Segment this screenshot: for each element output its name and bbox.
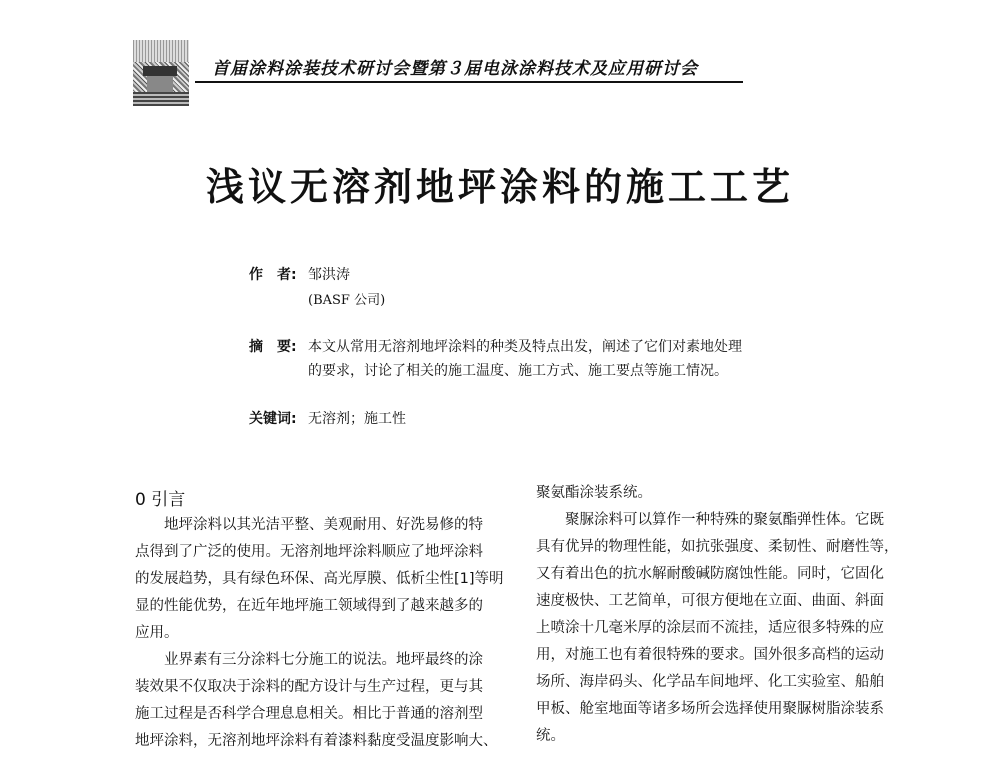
conference-title: 首届涂料涂装技术研讨会暨第３届电泳涂料技术及应用研讨会: [212, 59, 698, 79]
body-line: 又有着出色的抗水解耐酸碱防腐蚀性能。同时，它固化: [536, 566, 884, 582]
body-line: 速度极快、工艺简单，可很方便地在立面、曲面、斜面: [536, 593, 884, 609]
keywords-value: 无溶剂；施工性: [308, 411, 406, 427]
abstract-line-2: 的要求，讨论了相关的施工温度、施工方式、施工要点等施工情况。: [308, 363, 728, 379]
author-affiliation: (BASF 公司): [308, 293, 386, 308]
body-line: 上喷涂十几毫米厚的涂层而不流挂，适应很多特殊的应: [536, 620, 884, 636]
body-line: 地坪涂料，无溶剂地坪涂料有着漆料黏度受温度影响大、: [135, 733, 498, 749]
section-heading: 0 引言: [135, 490, 186, 510]
right-column: [536, 480, 904, 750]
body-line: 统。: [536, 728, 565, 744]
body-line: 业界素有三分涂料七分施工的说法。地坪最终的涂: [135, 652, 483, 668]
conference-logo-image: [133, 40, 189, 106]
logo-building: [147, 76, 173, 92]
logo-sky: [133, 40, 189, 62]
logo-roof: [143, 66, 177, 76]
body-line: 甲板、舱室地面等诸多场所会选择使用聚脲树脂涂装系: [536, 701, 884, 717]
body-line: 施工过程是否科学合理息息相关。相比于普通的溶剂型: [135, 706, 483, 722]
body-line: 显的性能优势，在近年地坪施工领域得到了越来越多的: [135, 598, 483, 614]
abstract-line-1: 本文从常用无溶剂地坪涂料的种类及特点出发，阐述了它们对素地处理: [308, 339, 742, 355]
keywords-label: 关键词:: [249, 411, 297, 427]
body-line: 用，对施工也有着很特殊的要求。国外很多高档的运动: [536, 647, 884, 663]
body-line: 应用。: [135, 625, 179, 641]
header-rule: [195, 81, 743, 83]
logo-ground: [133, 92, 189, 106]
author-label: 作 者:: [249, 267, 297, 283]
body-line: 点得到了广泛的使用。无溶剂地坪涂料顺应了地坪涂料: [135, 544, 483, 560]
body-line: 聚脲涂料可以算作一种特殊的聚氨酯弹性体。它既: [536, 512, 884, 528]
body-line: 的发展趋势，具有绿色环保、高光厚膜、低析尘性[1]等明: [135, 571, 504, 587]
body-line: 装效果不仅取决于涂料的配方设计与生产过程，更与其: [135, 679, 483, 695]
body-line: 聚氨酯涂装系统。: [536, 485, 652, 501]
body-line: 场所、海岸码头、化学品车间地坪、化工实验室、船舶: [536, 674, 884, 690]
left-column: [135, 512, 503, 755]
body-line: 具有优异的物理性能，如抗张强度、柔韧性、耐磨性等，: [536, 539, 899, 555]
author-name: 邹洪涛: [308, 267, 350, 283]
body-line: 地坪涂料以其光洁平整、美观耐用、好洗易修的特: [135, 517, 483, 533]
paper-title: 浅议无溶剂地坪涂料的施工工艺: [205, 165, 794, 209]
abstract-label: 摘 要:: [249, 339, 297, 355]
